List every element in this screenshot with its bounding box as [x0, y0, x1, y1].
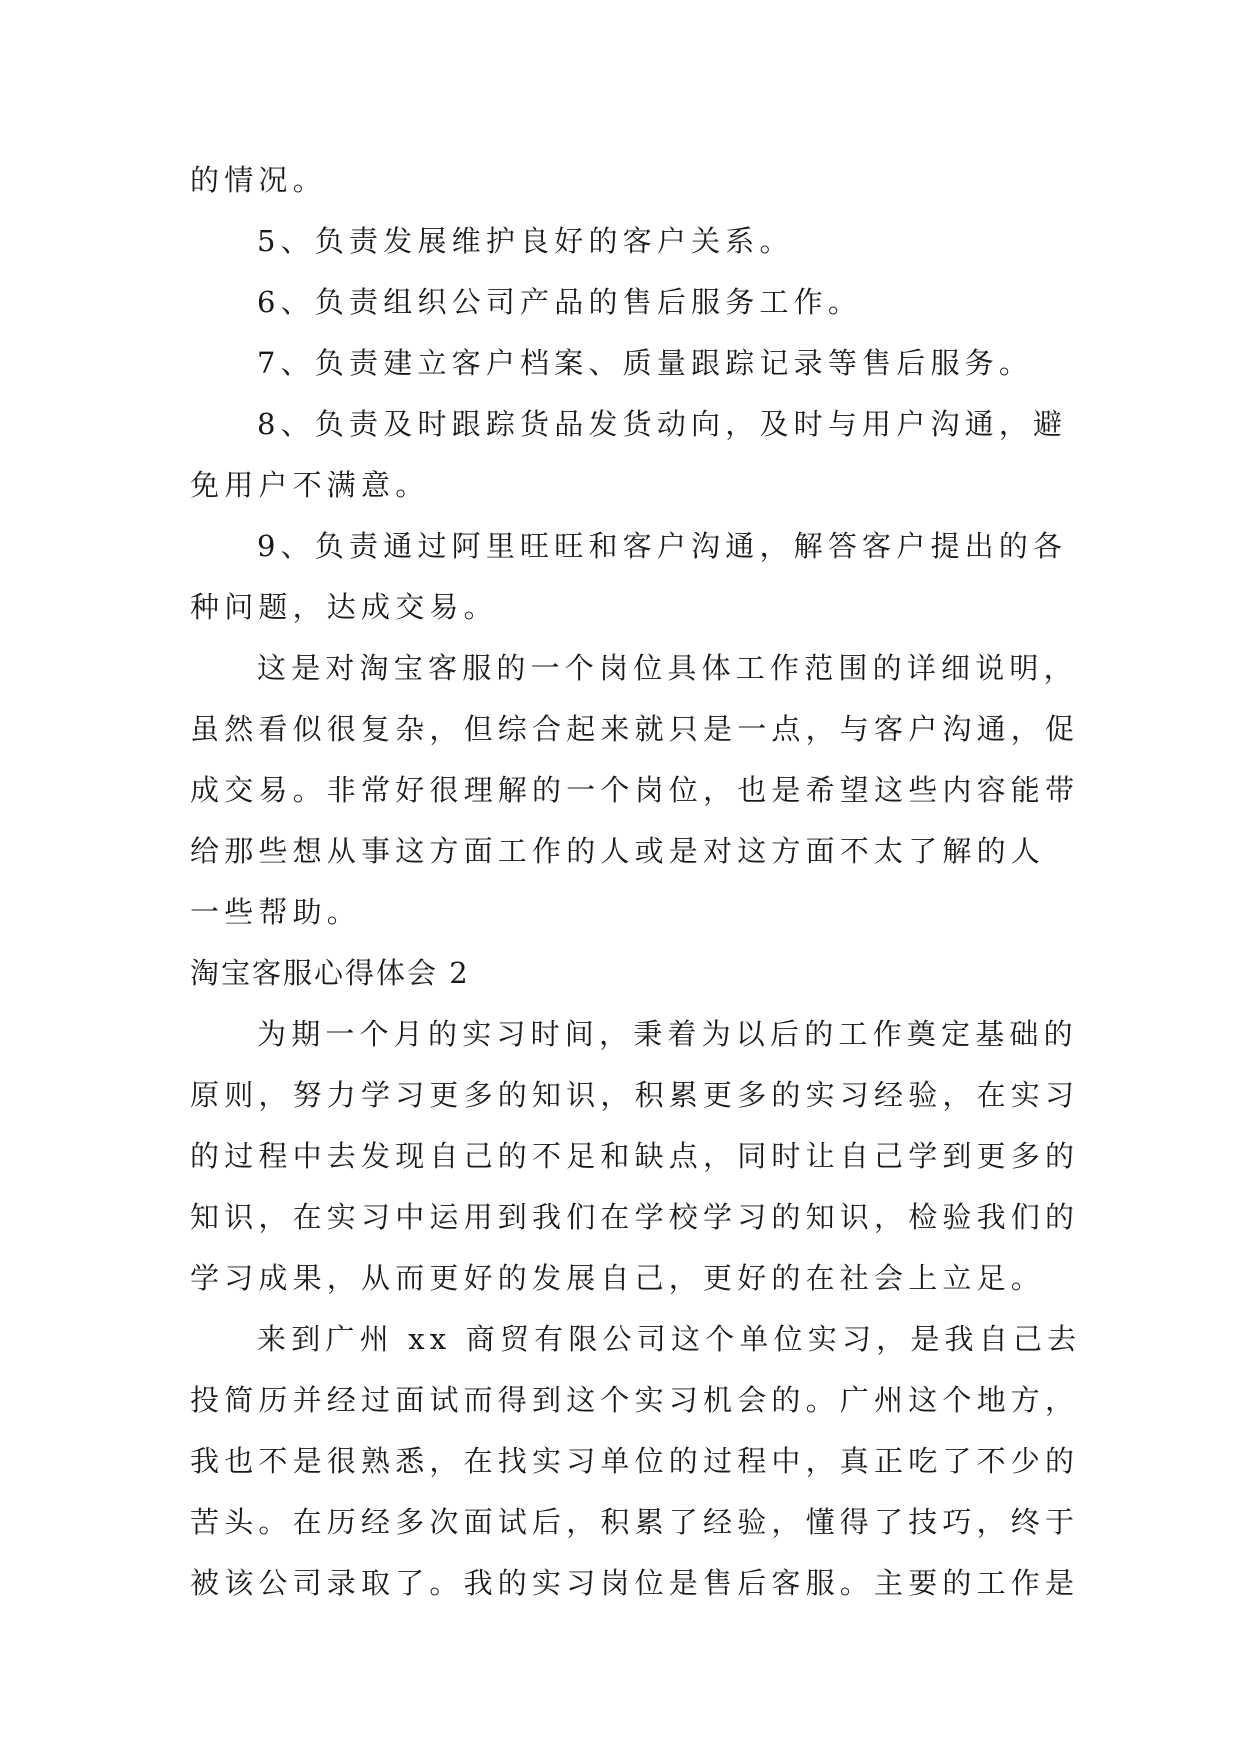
- document-body: [190, 150, 1082, 1614]
- text-line: 知识，在实习中运用到我们在学校学习的知识，检验我们的: [190, 1200, 1080, 1234]
- text-line: 这是对淘宝客服的一个岗位具体工作范围的详细说明，: [257, 651, 1078, 685]
- text-line: 成交易。非常好很理解的一个岗位，也是希望这些内容能带: [190, 773, 1080, 807]
- text-line: 种问题，达成交易。: [190, 590, 498, 624]
- text-line: 来到广州 xx 商贸有限公司这个单位实习，是我自己去: [257, 1322, 1082, 1356]
- text-line: 虽然看似很复杂，但综合起来就只是一点，与客户沟通，促: [190, 712, 1080, 746]
- text-line: 为期一个月的实习时间，秉着为以后的工作奠定基础的: [257, 1017, 1078, 1051]
- section-heading: 淘宝客服心得体会 2: [190, 956, 470, 990]
- text-line: 7、负责建立客户档案、质量跟踪记录等售后服务。: [257, 346, 1034, 380]
- text-line: 免用户不满意。: [190, 468, 430, 502]
- text-line: 6、负责组织公司产品的售后服务工作。: [257, 285, 863, 319]
- text-line: 原则，努力学习更多的知识，积累更多的实习经验，在实习: [190, 1078, 1080, 1112]
- text-line: 的过程中去发现自己的不足和缺点，同时让自己学到更多的: [190, 1139, 1080, 1173]
- text-line: 5、负责发展维护良好的客户关系。: [257, 224, 794, 258]
- text-line: 8、负责及时跟踪货品发货动向，及时与用户沟通，避: [257, 407, 1068, 441]
- text-line: 学习成果，从而更好的发展自己，更好的在社会上立足。: [190, 1261, 1046, 1295]
- text-line: 的情况。: [190, 163, 327, 197]
- text-line: 被该公司录取了。我的实习岗位是售后客服。主要的工作是: [190, 1566, 1080, 1600]
- text-line: 一些帮助。: [190, 895, 362, 929]
- text-line: 苦头。在历经多次面试后，积累了经验，懂得了技巧，终于: [190, 1505, 1080, 1539]
- text-line: 9、负责通过阿里旺旺和客户沟通，解答客户提出的各: [257, 529, 1068, 563]
- text-line: 投简历并经过面试而得到这个实习机会的。广州这个地方，: [190, 1383, 1080, 1417]
- text-line: 我也不是很熟悉，在找实习单位的过程中，真正吃了不少的: [190, 1444, 1080, 1478]
- text-line: 给那些想从事这方面工作的人或是对这方面不太了解的人: [190, 834, 1046, 868]
